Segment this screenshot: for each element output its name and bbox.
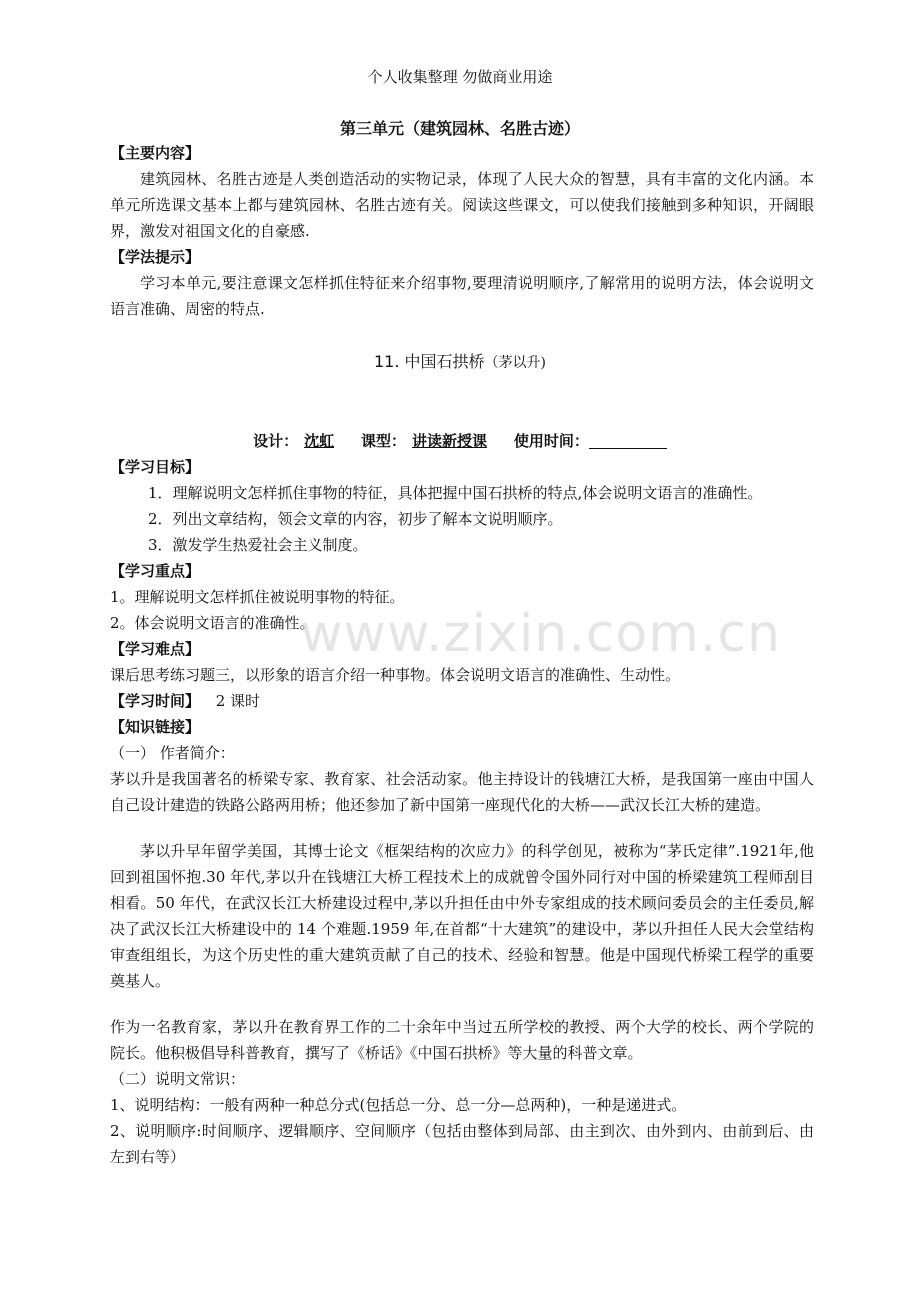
expository-item-1: 1、说明结构：一般有两种一种总分式(包括总一分、总一分—总两种)，一种是递进式。: [110, 1096, 687, 1114]
time-label: 使用时间：: [513, 432, 589, 450]
expository-item-2: 2、说明顺序:时间顺序、逻辑顺序、空间顺序（包括由整体到局部、由主到次、由外到内、由前到后、由左到右等）: [110, 1122, 814, 1166]
time-blank: [589, 448, 667, 449]
lesson-title: [0, 349, 920, 372]
difficulties-heading: 【学习难点】: [110, 640, 201, 658]
type-value: 讲读新授课: [412, 432, 488, 450]
study-time-value: 2 课时: [215, 692, 260, 710]
study-tips-heading: 【学法提示】: [110, 248, 201, 266]
design-label: 设计：: [253, 432, 299, 450]
lesson-author: （茅以升): [484, 355, 546, 371]
lesson-number-title: 11. 中国石拱桥: [373, 352, 485, 371]
expository-label: （二）说明文常识：: [110, 1070, 246, 1088]
study-time-row: [110, 688, 814, 714]
main-content-text: 建筑园林、名胜古迹是人类创造活动的实物记录，体现了人民大众的智慧，具有丰富的文化内涵。本单元所选课文基本上都与建筑园林、名胜古迹有关。阅读这些课文，可以使我们接触到多种知识，开阔眼界，激发对祖国文化的自豪感.: [110, 170, 814, 240]
goal-item: 3．激发学生热爱社会主义制度。: [148, 536, 368, 554]
author-para-3: 作为一名教育家，茅以升在教育界工作的二十余年中当过五所学校的教授、两个大学的校长、两个学院的院长。他积极倡导科普教育，撰写了《桥话》《中国石拱桥》等大量的科普文章。: [110, 1018, 814, 1062]
knowledge-heading: 【知识链接】: [110, 718, 201, 736]
key-point-item: 2。体会说明文语言的准确性。: [110, 614, 315, 632]
difficulties-text: 课后思考练习题三，以形象的语言介绍一种事物。体会说明文语言的准确性、生动性。: [110, 666, 681, 684]
goal-item: 1．理解说明文怎样抓住事物的特征，具体把握中国石拱桥的特点,体会说明文语言的准确性。: [148, 484, 763, 502]
goal-item: 2．列出文章结构，领会文章的内容，初步了解本文说明顺序。: [148, 510, 563, 528]
main-content-heading: 【主要内容】: [110, 144, 201, 162]
main-content-section: [110, 140, 814, 322]
header-note: 个人收集整理 勿做商业用途: [367, 68, 553, 86]
author-para-2: 茅以升早年留学美国，其博士论文《框架结构的次应力》的科学创见，被称为“茅氏定律”.1921年,他回到祖国怀抱.30 年代,茅以升在钱塘江大桥工程技术上的成就曾令国外同行对中国的桥梁建筑工程师刮目相看。50 年代，在武汉长江大桥建设过程中,茅以升担任由中外专家组成的技术顾问委员会的主任委员,解决了武汉长江大桥建设中的 14 个难题.1959 年,在首都“十大建筑”的建设中，茅以升担任人民大会堂结构审查组组长，为这个历史性的重大建筑贡献了自己的技术、经验和智慧。他是中国现代桥梁工程学的重要奠基人。: [110, 842, 814, 990]
goals-heading: 【学习目标】: [110, 458, 201, 476]
lesson-body: [110, 454, 814, 1170]
lesson-meta: [0, 430, 920, 451]
type-label: 课型：: [360, 432, 406, 450]
design-value: 沈虹: [304, 432, 335, 450]
key-point-item: 1。理解说明文怎样抓住被说明事物的特征。: [110, 588, 405, 606]
key-points-heading: 【学习重点】: [110, 562, 201, 580]
author-intro-label: （一） 作者简介：: [110, 744, 235, 762]
watermark: www.zixin.com.cn: [300, 604, 781, 664]
study-time-heading: 【学习时间】: [110, 692, 201, 710]
author-para-1: 茅以升是我国著名的桥梁专家、教育家、社会活动家。他主持设计的钱塘江大桥，是我国第一座由中国人自己设计建造的铁路公路两用桥；他还参加了新中国第一座现代化的大桥——武汉长江大桥的建造。: [110, 770, 814, 814]
unit-title: 第三单元（建筑园林、名胜古迹）: [339, 119, 580, 138]
study-tips-text: 学习本单元,要注意课文怎样抓住特征来介绍事物,要理清说明顺序,了解常用的说明方法，体会说明文语言准确、周密的特点.: [110, 274, 814, 318]
